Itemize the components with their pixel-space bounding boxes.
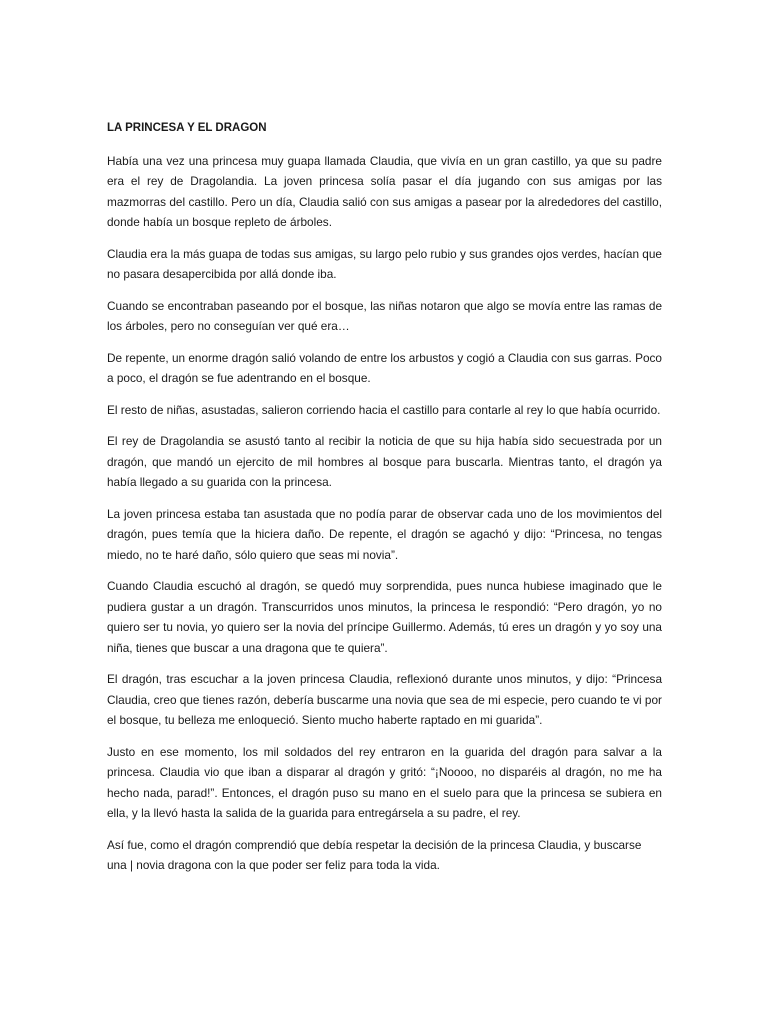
paragraph-6: El rey de Dragolandia se asustó tanto al recibir la noticia de que su hija había sido secuestrada por un dragón, que mandó un ejercito de mil hombres al bosque para buscarla. Mientras tanto, el dragón ya había llegado a su guarida con la princesa.	[107, 434, 662, 489]
paragraph-9: El dragón, tras escuchar a la joven princesa Claudia, reflexionó durante unos minutos, y dijo: “Princesa Claudia, creo que tienes razón, debería buscarme una novia que sea de mi especie, pero cuando te vi por el bosque, tu belleza me enloqueció. Siento mucho haberte raptado en mi guarida”.	[107, 672, 662, 727]
paragraph-1: Había una vez una princesa muy guapa llamada Claudia, que vivía en un gran castillo, ya que su padre era el rey de Dragolandia. La joven princesa solía pasar el día jugando con sus amigas por las mazmorras del castillo. Pero un día, Claudia salió con sus amigas a pasear por la alrededores del castillo, donde había un bosque repleto de árboles.	[107, 153, 662, 229]
document-title: LA PRINCESA Y EL DRAGON	[107, 122, 267, 134]
paragraph-8: Cuando Claudia escuchó al dragón, se quedó muy sorprendida, pues nunca hubiese imaginado que le pudiera gustar a un dragón. Transcurridos unos minutos, la princesa le respondió: “Pero dragón, yo no quiero ser tu novia, yo quiero ser la novia del príncipe Guillermo. Además, tú eres un dragón y yo soy una niña, tienes que buscar a una dragona que te quiera”.	[107, 579, 662, 655]
paragraph-2: Claudia era la más guapa de todas sus amigas, su largo pelo rubio y sus grandes ojos verdes, hacían que no pasara desapercibida por allá donde iba.	[107, 246, 662, 281]
document-page	[107, 118, 662, 887]
paragraph-3: Cuando se encontraban paseando por el bosque, las niñas notaron que algo se movía entre las ramas de los árboles, pero no conseguían ver qué era…	[107, 298, 662, 333]
paragraph-10: Justo en ese momento, los mil soldados del rey entraron en la guarida del dragón para salvar a la princesa. Claudia vio que iban a disparar al dragón y gritó: “¡Noooo, no disparéis al dragón, no me ha hecho nada, parad!”. Entonces, el dragón puso su mano en el suelo para que la princesa se subiera en ella, y la llevó hasta la salida de la guarida para entregársela a su padre, el rey.	[107, 744, 662, 820]
paragraph-11: Así fue, como el dragón comprendió que debía respetar la decisión de la princesa Claudia, y buscarse una | novia dragona con la que poder ser feliz para toda la vida.	[107, 837, 642, 872]
paragraph-5: El resto de niñas, asustadas, salieron corriendo hacia el castillo para contarle al rey lo que había ocurrido.	[107, 402, 661, 417]
paragraph-7: La joven princesa estaba tan asustada que no podía parar de observar cada uno de los movimientos del dragón, pues temía que la hiciera daño. De repente, el dragón se agachó y dijo: “Princesa, no tengas miedo, no te haré daño, sólo quiero que seas mi novia”.	[107, 506, 662, 562]
paragraph-4: De repente, un enorme dragón salió volando de entre los arbustos y cogió a Claudia con sus garras. Poco a poco, el dragón se fue adentrando en el bosque.	[107, 350, 662, 385]
